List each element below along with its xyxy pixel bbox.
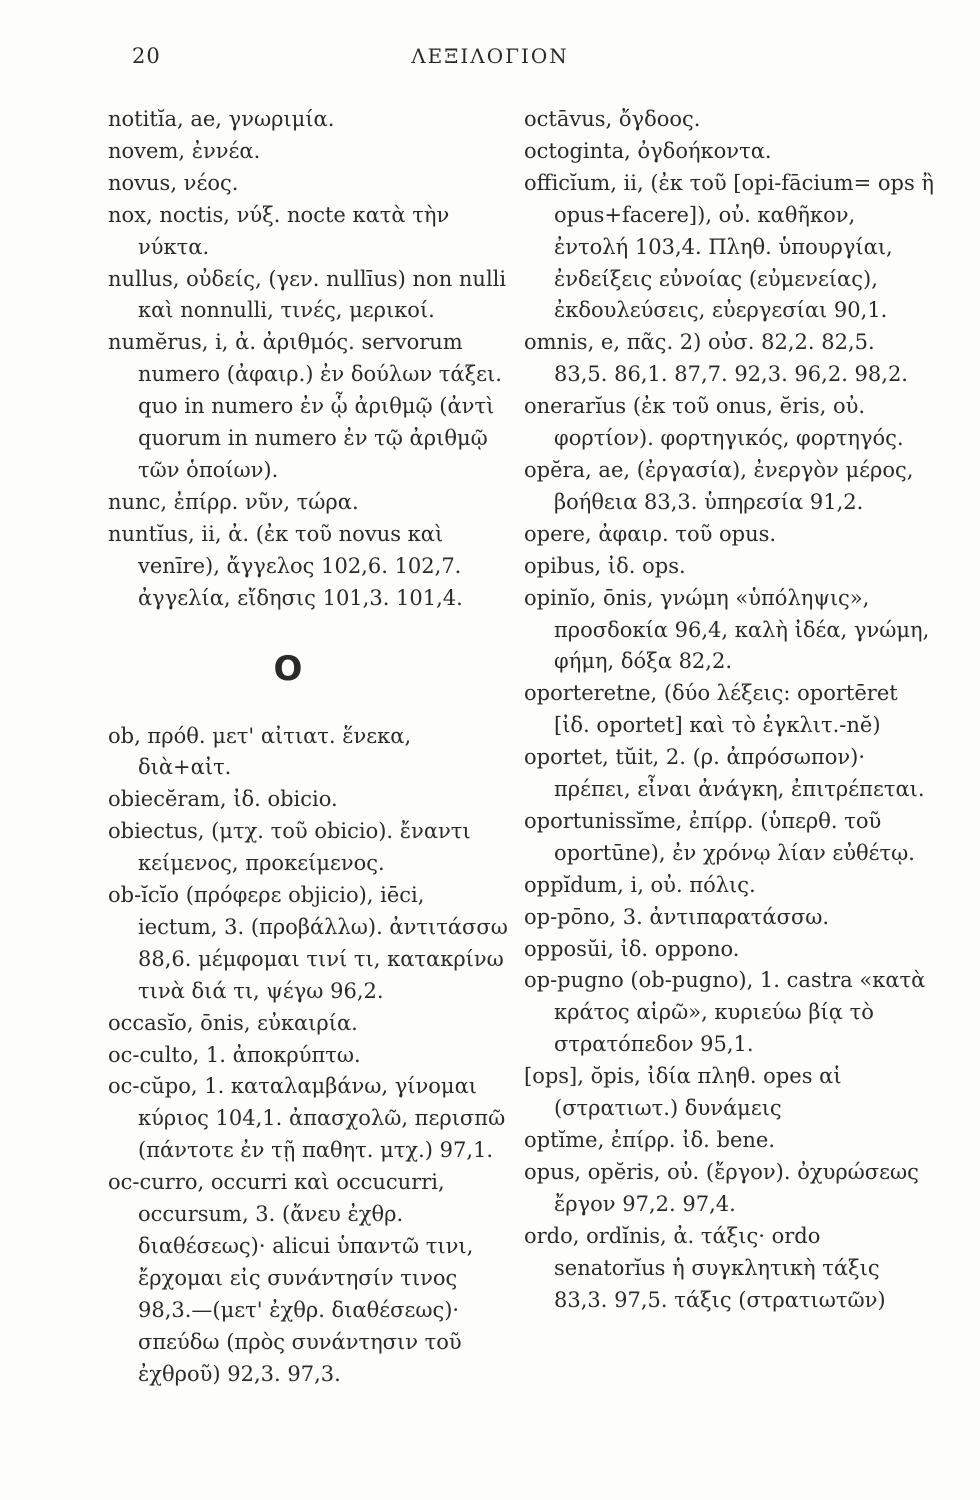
dictionary-entry: optĭme, ἐπίρρ. ἰδ. bene. bbox=[524, 1128, 776, 1152]
dictionary-entry: ob, πρόθ. μετ' αἰτιατ. ἕνεκα, διὰ+αἰτ. bbox=[108, 723, 412, 780]
dictionary-entry: opinĭo, ōnis, γνώμη «ὑπόληψις», προσδοκία 96,4, καλὴ ἰδέα, γνώμη, φήμη, δόξα 82,2. bbox=[524, 585, 930, 674]
dictionary-entry: nunc, ἐπίρρ. νῦν, τώρα. bbox=[108, 489, 359, 514]
dictionary-entry: opibus, ἰδ. ops. bbox=[524, 553, 686, 578]
dictionary-entry: opere, ἀφαιρ. τοῦ opus. bbox=[524, 521, 777, 546]
dictionary-entry: oppĭdum, i, οὐ. πόλις. bbox=[524, 872, 756, 897]
dictionary-entry: officĭum, ii, (ἐκ τοῦ [opi-fācium= ops ἢ opus+facere]), οὐ. καθῆκον, ἐντολή 103,4. Πληθ. ὑπουργίαι, ἐνδείξεις εὐνοίας (εὐμενείας), ἐκδουλεύσεις, εὐεργεσίαι 90,1. bbox=[524, 170, 934, 323]
dictionary-entry: opus, opĕris, οὐ. (ἔργον). ὀχυρώσεως ἔργον 97,2. 97,4. bbox=[524, 1159, 919, 1216]
dictionary-entry: oc-curro, occurri καὶ occucurri, occursum, 3. (ἄνευ ἐχθρ. διαθέσεως)· alicui ὑπαντῶ τινι, ἔρχομαι εἰς συνάντησίν τινος 98,3.—(μετ' ἐχθρ. διαθέσεως)· σπεύδω (πρὸς συνάντησιν τοῦ ἐχθροῦ) 92,3. 97,3. bbox=[108, 1170, 474, 1386]
page-header bbox=[0, 44, 980, 78]
dictionary-entry: nullus, οὐδείς, (γεν. nullīus) non nulli καὶ nonnulli, τινές, μερικοί. bbox=[108, 266, 507, 323]
dictionary-entry: octoginta, ὀγδοήκοντα. bbox=[524, 138, 772, 163]
dictionary-entry: omnis, e, πᾶς. 2) οὐσ. 82,2. 82,5. 83,5. 86,1. 87,7. 92,3. 96,2. 98,2. bbox=[524, 330, 908, 387]
dictionary-entry: ordo, ordĭnis, ἀ. τάξις· ordo senatorĭus ἡ συγκλητικὴ τάξις 83,3. 97,5. τάξις (στρατιωτῶν) bbox=[524, 1223, 886, 1312]
dictionary-entry: oporteretne, (δύο λέξεις: oportēret [ἰδ. oportet] καὶ τὸ ἐγκλιτ.-nĕ) bbox=[524, 681, 898, 738]
section-letter: O bbox=[273, 648, 303, 689]
dictionary-entry: ob-ĭcĭo (πρόφερε objicio), iēci, iectum, 3. (προβάλλω). ἀντιτάσσω 88,6. μέμφομαι τινί τι, κατακρίνω τινὰ διά τι, ψέγω 96,2. bbox=[108, 883, 508, 1003]
dictionary-entry: obiectus, (μτχ. τοῦ obicio). ἔναντι κείμενος, προκείμενος. bbox=[108, 819, 471, 876]
running-title: ΛΕΞΙΛΟΓΙΟΝ bbox=[411, 44, 569, 68]
dictionary-entry: opĕra, ae, (ἐργασία), ἐνεργὸν μέρος, βοήθεια 83,3. ὑπηρεσία 91,2. bbox=[524, 457, 914, 514]
dictionary-entry: numĕrus, i, ἀ. ἀριθμός. servorum numero (ἀφαιρ.) ἐν δούλων τάξει. quo in numero ἐν ᾧ ἀριθμῷ (ἀντὶ quorum in numero ἐν τῷ ἀριθμῷ τῶν ὁποίων). bbox=[108, 330, 502, 482]
dictionary-entry: nox, noctis, νύξ. nocte κατὰ τὴν νύκτα. bbox=[108, 202, 450, 259]
dictionary-entry: obiecĕram, ἰδ. obicio. bbox=[108, 787, 338, 812]
dictionary-entry: novus, νέος. bbox=[108, 170, 239, 195]
dictionary-entry: oc-culto, 1. ἀποκρύπτω. bbox=[108, 1042, 361, 1067]
dictionary-entry: [ops], ŏpis, ἰδία πληθ. opes αἱ (στρατιωτ.) δυνάμεις bbox=[524, 1064, 842, 1121]
dictionary-entry: onerarĭus (ἐκ τοῦ onus, ĕris, οὐ. φορτίον). φορτηγικός, φορτηγός. bbox=[524, 394, 904, 451]
dictionary-entry: oportet, tŭit, 2. (ρ. ἀπρόσωπον)· πρέπει, εἶναι ἀνάγκη, ἐπιτρέπεται. bbox=[524, 745, 925, 802]
dictionary-entry: occasĭo, ōnis, εὐκαιρία. bbox=[108, 1010, 358, 1035]
right-column bbox=[524, 104, 934, 1316]
dictionary-entry: novem, ἐννέα. bbox=[108, 138, 261, 163]
left-column bbox=[108, 104, 508, 1391]
dictionary-entry: notitĭa, ae, γνωριμία. bbox=[108, 107, 335, 131]
dictionary-entry: nuntĭus, ii, ἀ. (ἐκ τοῦ novus καὶ venīre), ἄγγελος 102,6. 102,7. ἀγγελία, εἴδησις 101,3. 101,4. bbox=[108, 521, 463, 610]
dictionary-entry: op-pugno (ob-pugno), 1. castra «κατὰ κράτος αἱρῶ», κυριεύω βίᾳ τὸ στρατόπεδον 95,1. bbox=[524, 968, 926, 1057]
dictionary-entry: opposŭi, ἰδ. oppono. bbox=[524, 936, 740, 961]
dictionary-entry: oportunissĭme, ἐπίρρ. (ὑπερθ. τοῦ oportūne), ἐν χρόνῳ λίαν εὐθέτῳ. bbox=[524, 808, 915, 865]
dictionary-entry: oc-cŭpo, 1. καταλαμβάνω, γίνομαι κύριος 104,1. ἀπασχολῶ, περισπῶ (πάντοτε ἐν τῇ παθητ. μτχ.) 97,1. bbox=[108, 1074, 506, 1163]
page-number: 20 bbox=[132, 44, 161, 68]
dictionary-entry: op-pōno, 3. ἀντιπαρατάσσω. bbox=[524, 904, 830, 929]
dictionary-entry: octāvus, ὄγδοος. bbox=[524, 107, 701, 131]
